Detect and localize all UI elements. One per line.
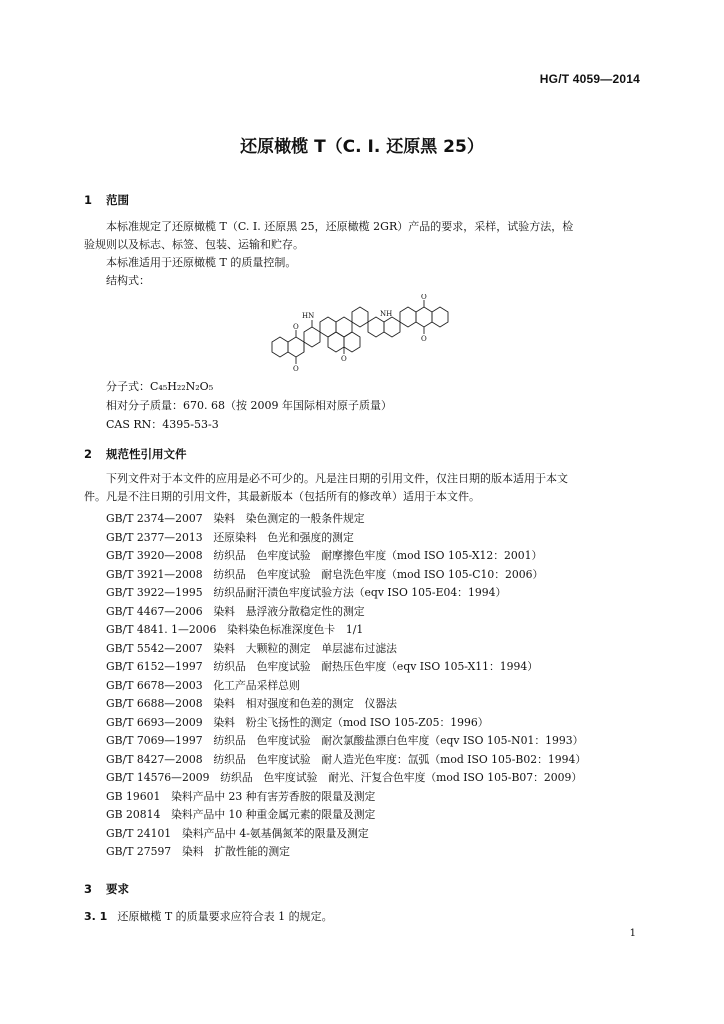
applicability-line: 本标准适用于还原橄榄 T 的质量控制。 [106, 256, 297, 269]
structure-label: 结构式： [106, 274, 150, 287]
reference-item: GB/T 3922—1995 纺织品耐汗渍色牢度试验方法（eqv ISO 105-E04：1994） [106, 586, 507, 599]
section-1-heading [84, 192, 129, 208]
clause-number: 3. 1 [84, 910, 108, 923]
references-intro [84, 470, 640, 506]
reference-item: GB/T 7069—1997 纺织品 色牢度试验 耐次氯酸盐漂白色牢度（eqv ISO 105-N01：1993） [106, 734, 584, 747]
document-title: 还原橄榄 T（C. I. 还原黑 25） [240, 137, 484, 157]
reference-item: GB/T 6678—2003 化工产品采样总则 [106, 678, 300, 692]
reference-item: GB/T 4467—2006 染料 悬浮液分散稳定性的测定 [106, 604, 365, 618]
reference-item: GB/T 8427—2008 纺织品 色牢度试验 耐人造光色牢度：氙弧（mod ISO 105-B02：1994） [106, 752, 587, 766]
references-intro-line-2: 件。凡是不注日期的引用文件，其最新版本（包括所有的修改单）适用于本文件。 [84, 490, 480, 503]
amine-label-left: HN [302, 312, 315, 320]
reference-item: GB/T 3920—2008 纺织品 色牢度试验 耐摩擦色牢度（mod ISO 105-X12：2001） [106, 549, 543, 562]
reference-item: GB/T 6693—2009 染料 粉尘飞扬性的测定（mod ISO 105-Z05：1996） [106, 715, 489, 729]
reference-item: GB/T 14576—2009 纺织品 色牢度试验 耐光、汗复合色牢度（mod ISO 105-B07：2009） [106, 771, 583, 784]
carbonyl-oxygen-4: O [421, 335, 427, 343]
reference-item: GB/T 6688—2008 染料 相对强度和色差的测定 仪器法 [106, 697, 397, 710]
reference-item: GB/T 27597 染料 扩散性能的测定 [106, 845, 290, 858]
page-number: 1 [629, 928, 636, 939]
section-number: 2 [84, 447, 93, 461]
section-number: 3 [84, 882, 93, 896]
clause-text: 还原橄榄 T 的质量要求应符合表 1 的规定。 [117, 910, 333, 923]
scope-line-1: 本标准规定了还原橄榄 T（C. I. 还原黑 25，还原橄榄 2GR）产品的要求，采样，试验方法，检 [106, 220, 574, 233]
reference-list [106, 510, 646, 862]
standard-code: HG/T 4059—2014 [539, 72, 640, 86]
section-title: 范围 [106, 193, 129, 207]
clause-3-1 [84, 908, 333, 924]
section-title: 规范性引用文件 [106, 447, 187, 461]
reference-item: GB/T 5542—2007 染料 大颗粒的测定 单层滤布过滤法 [106, 641, 397, 655]
reference-item: GB/T 2377—2013 还原染料 色光和强度的测定 [106, 530, 354, 544]
reference-item: GB/T 3921—2008 纺织品 色牢度试验 耐皂洗色牢度（mod ISO 105-C10：2006） [106, 567, 544, 581]
cas-number: CAS RN：4395-53-3 [106, 418, 219, 431]
structural-formula-diagram [262, 294, 462, 372]
section-3-heading [84, 881, 129, 897]
reference-item: GB 19601 染料产品中 23 种有害芳香胺的限量及测定 [106, 789, 376, 803]
reference-item: GB 20814 染料产品中 10 种重金属元素的限量及测定 [106, 808, 376, 821]
carbonyl-oxygen-2: O [293, 365, 299, 372]
carbonyl-oxygen-5: O [421, 294, 427, 301]
amine-label-right: NH [380, 310, 393, 318]
reference-item: GB/T 2374—2007 染料 染色测定的一般条件规定 [106, 512, 365, 525]
reference-item: GB/T 24101 染料产品中 4-氨基偶氮苯的限量及测定 [106, 826, 369, 840]
carbonyl-oxygen-3: O [341, 355, 347, 363]
molecular-mass: 相对分子质量：670. 68（按 2009 年国际相对原子质量） [106, 399, 392, 412]
section-2-heading [84, 446, 187, 462]
reference-item: GB/T 6152—1997 纺织品 色牢度试验 耐热压色牢度（eqv ISO 105-X11：1994） [106, 660, 539, 673]
carbonyl-oxygen-1: O [293, 323, 299, 331]
references-intro-line-1: 下列文件对于本文件的应用是必不可少的。凡是注日期的引用文件，仅注日期的版本适用于本文 [106, 472, 568, 485]
section-title: 要求 [106, 882, 129, 896]
scope-line-2: 验规则以及标志、标签、包装、运输和贮存。 [84, 238, 304, 251]
scope-paragraph [84, 218, 640, 290]
reference-item: GB/T 4841. 1—2006 染料染色标准深度色卡 1/1 [106, 623, 364, 636]
molecular-formula: 分子式：C₄₅H₂₂N₂O₅ [106, 380, 214, 393]
section-number: 1 [84, 193, 93, 207]
